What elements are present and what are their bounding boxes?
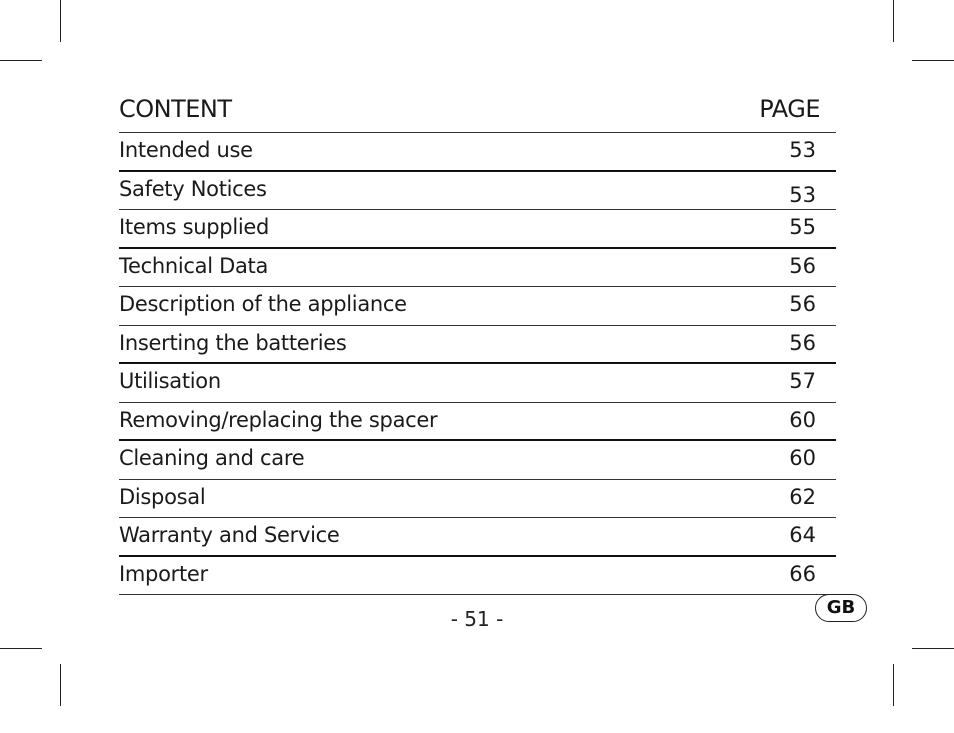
toc-entry-page: 53	[789, 182, 816, 207]
toc-entry-page: 66	[789, 561, 816, 586]
toc-entry-title: Disposal	[119, 484, 206, 509]
toc-entry-page: 53	[789, 138, 816, 162]
crop-mark-bottom-left-horizontal	[0, 648, 42, 649]
toc-entry[interactable]	[119, 172, 836, 211]
toc-entry[interactable]	[119, 364, 836, 403]
toc-entry-title: Technical Data	[119, 253, 269, 278]
toc-header	[119, 94, 836, 133]
toc-entry[interactable]	[119, 249, 836, 288]
toc-entry[interactable]	[119, 480, 836, 519]
toc-entry-title: Importer	[119, 561, 208, 586]
toc-entry-title: Items supplied	[119, 215, 270, 239]
toc-entry-title: Removing/replacing the spacer	[119, 407, 438, 432]
toc-entry-title: Inserting the batteries	[119, 330, 347, 355]
crop-mark-bottom-left-vertical	[60, 664, 61, 706]
toc-entry-title: Warranty and Service	[119, 523, 340, 547]
toc-entry-page: 56	[789, 253, 816, 278]
crop-mark-bottom-right-horizontal	[912, 648, 954, 649]
crop-mark-top-left-vertical	[60, 0, 61, 42]
crop-mark-top-right-horizontal	[912, 60, 954, 61]
toc-header-page: PAGE	[759, 95, 820, 123]
toc-entry[interactable]	[119, 287, 836, 326]
toc-entry[interactable]	[119, 210, 836, 249]
page-number: - 51 -	[450, 607, 504, 631]
toc-entry-page: 55	[789, 215, 816, 239]
toc-entry-title: Cleaning and care	[119, 446, 305, 470]
toc-header-content: CONTENT	[119, 95, 232, 123]
toc-entry-page: 62	[789, 484, 816, 509]
toc-entry-title: Safety Notices	[119, 176, 267, 201]
toc-entry[interactable]	[119, 133, 836, 172]
toc-entry-page: 60	[789, 446, 816, 470]
toc-entry[interactable]	[119, 518, 836, 557]
toc-entry[interactable]	[119, 557, 836, 596]
table-of-contents	[119, 94, 836, 595]
toc-entry-page: 64	[789, 523, 816, 547]
toc-entry[interactable]	[119, 441, 836, 480]
toc-entry-page: 57	[789, 369, 816, 393]
toc-entry-page: 56	[789, 292, 816, 316]
toc-entry[interactable]	[119, 326, 836, 365]
crop-mark-bottom-right-vertical	[893, 664, 894, 706]
crop-mark-top-right-vertical	[893, 0, 894, 42]
language-badge: GB	[815, 594, 867, 622]
crop-mark-top-left-horizontal	[0, 60, 42, 61]
toc-entry-title: Intended use	[119, 138, 253, 162]
toc-entry[interactable]	[119, 403, 836, 442]
toc-entry-title: Utilisation	[119, 369, 221, 393]
toc-entry-page: 56	[789, 330, 816, 355]
toc-entry-page: 60	[789, 407, 816, 432]
toc-entry-title: Description of the appliance	[119, 292, 407, 316]
